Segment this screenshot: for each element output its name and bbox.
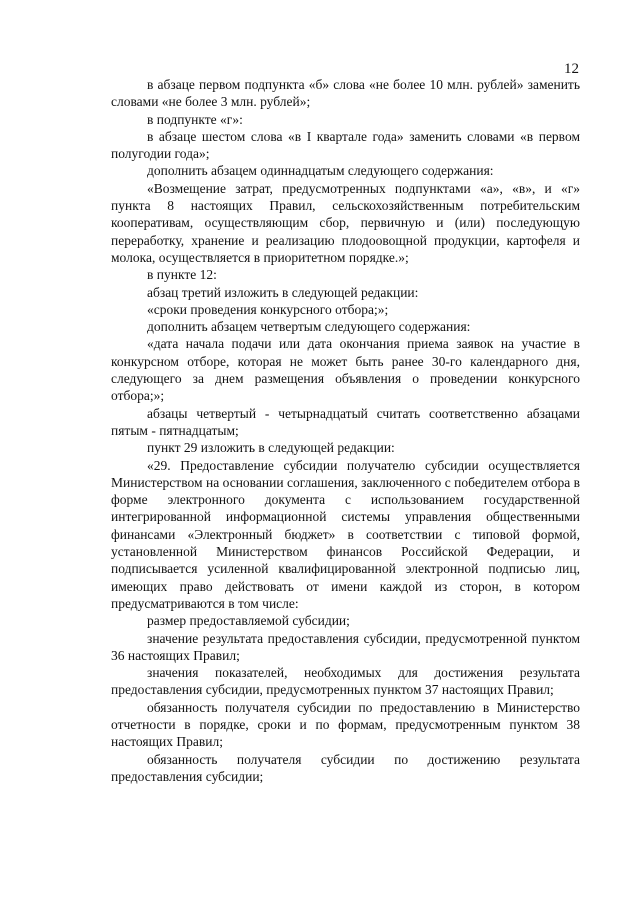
paragraph: обязанность получателя субсидии по предоставлению в Министерство отчетности в порядке, сроки и по формам, предусмотренным пунктом 38 настоящих Правил; [111,699,580,750]
page-number: 12 [564,61,579,77]
paragraph: дополнить абзацем четвертым следующего содержания: [147,319,471,335]
paragraph: в абзаце шестом слова «в I квартале года» заменить словами «в первом полугодии года»; [111,128,580,162]
paragraph: значение результата предоставления субсидии, предусмотренной пунктом 36 настоящих Правил; [111,630,580,663]
document-body [111,76,580,785]
paragraph: «сроки проведения конкурсного отбора;»; [147,301,389,317]
paragraph: значения показателей, необходимых для достижения результата предоставления субсидии, предусмотренных пунктом 37 настоящих Правил; [111,665,580,698]
paragraph: в подпункте «г»: [147,111,243,127]
paragraph: «29. Предоставление субсидии получателю субсидии осуществляется Министерством на основании соглашения, заключенного с победителем отбора в форме электронного документа с использованием государственной интегрированной информационной системы управления общественными финансами «Электронный бюджет» в соответствии с типовой формой, установленной Министерством финансов Российской Федерации, и подписывается усиленной квалифицированной электронной подписью лиц, имеющих право действовать от имени каждой из сторон, в котором предусматриваются в том числе: [111,457,580,611]
paragraph: обязанность получателя субсидии по достижению результата предоставления субсидии; [111,751,580,784]
paragraph: в пункте 12: [147,267,217,283]
paragraph: абзац третий изложить в следующей редакции: [147,284,419,300]
paragraph: абзацы четвертый - четырнадцатый считать соответственно абзацами пятым - пятнадцатым; [111,405,580,438]
paragraph: в абзаце первом подпункта «б» слова «не более 10 млн. рублей» заменить словами «не более 3 млн. рублей»; [111,77,580,110]
paragraph: «дата начала подачи или дата окончания приема заявок на участие в конкурсном отборе, которая не может быть ранее 30-го календарного дня, следующего за днем размещения объявления о проведении конкурсного отбора;»; [111,336,580,404]
paragraph: дополнить абзацем одиннадцатым следующего содержания: [147,163,494,179]
paragraph: размер предоставляемой субсидии; [147,613,350,629]
paragraph: пункт 29 изложить в следующей редакции: [147,440,395,456]
paragraph: «Возмещение затрат, предусмотренных подпунктами «а», «в», и «г» пункта 8 настоящих Правил, сельскохозяйственным потребительским кооперативам, осуществляющим сбор, первичную и (или) последующую переработку, хранение и реализацию плодоовощной продукции, картофеля и молока, осуществляется в приоритетном порядке.»; [111,180,580,265]
